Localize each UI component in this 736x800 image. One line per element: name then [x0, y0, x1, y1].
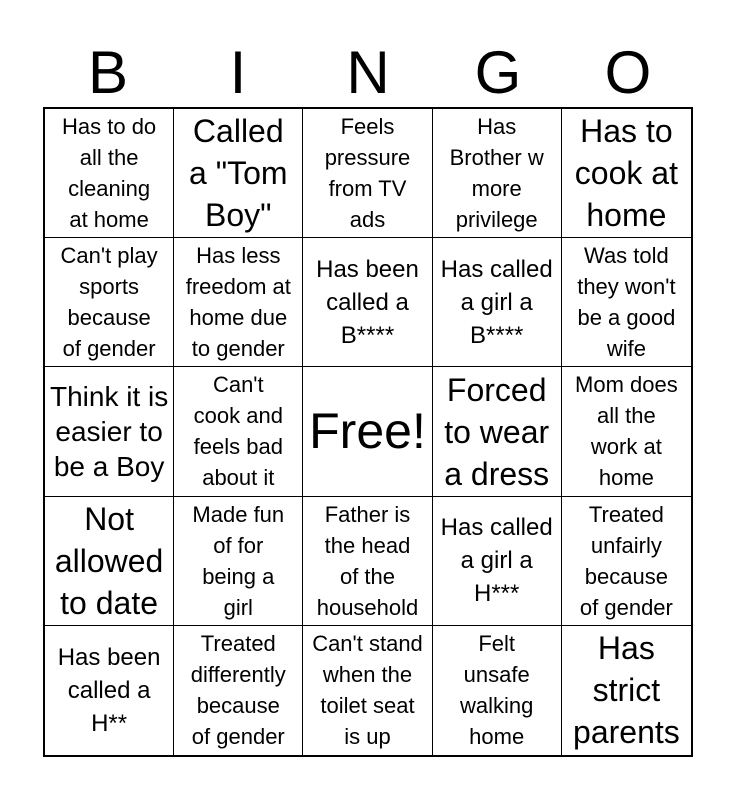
bingo-cell-r2c2[interactable]: [174, 238, 303, 367]
bingo-cell-r4c4[interactable]: [433, 497, 562, 626]
bingo-cell-r1c3[interactable]: [303, 109, 432, 238]
bingo-cell-r5c3[interactable]: [303, 626, 432, 755]
bingo-cell-r5c4[interactable]: [433, 626, 562, 755]
header-letter-b: B: [87, 39, 129, 106]
bingo-cell-r1c5[interactable]: [562, 109, 691, 238]
cell-text: Think it is easier to be a Boy: [49, 380, 169, 482]
header-letter-g: G: [474, 39, 522, 106]
cell-text: Was told they won't be a good wife: [577, 243, 676, 362]
bingo-cell-r5c2[interactable]: [174, 626, 303, 755]
cell-text: Feels pressure from TV ads: [324, 114, 411, 233]
bingo-cell-r4c3[interactable]: [303, 497, 432, 626]
bingo-cell-r1c4[interactable]: [433, 109, 562, 238]
cell-text: Can't play sports because of gender: [60, 243, 158, 362]
cell-text: Treated unfairly because of gender: [579, 501, 673, 620]
cell-text: Has Brother w more privilege: [449, 114, 544, 233]
bingo-cell-r2c5[interactable]: [562, 238, 691, 367]
bingo-cell-r4c5[interactable]: [562, 497, 691, 626]
bingo-cell-r4c2[interactable]: [174, 497, 303, 626]
bingo-board: [43, 107, 693, 757]
bingo-cell-r5c5[interactable]: [562, 626, 691, 755]
bingo-header: [43, 40, 693, 106]
header-letter-i: I: [229, 39, 247, 106]
cell-text: Made fun of for being a girl: [192, 501, 285, 620]
cell-text: Called a "Tom Boy": [189, 113, 288, 234]
header-letter-n: N: [346, 39, 390, 106]
bingo-cell-free[interactable]: [303, 367, 432, 496]
cell-text: Not allowed to date: [54, 500, 164, 621]
bingo-cell-r2c1[interactable]: [45, 238, 174, 367]
cell-text: Has called a girl a B****: [440, 255, 553, 349]
header-letter-o: O: [604, 39, 652, 106]
cell-text: Has strict parents: [573, 630, 680, 751]
cell-text: Mom does all the work at home: [575, 372, 678, 491]
cell-text: Can't cook and feels bad about it: [193, 372, 283, 491]
cell-text: Can't stand when the toilet seat is up: [312, 631, 423, 750]
bingo-cell-r1c1[interactable]: [45, 109, 174, 238]
cell-text: Has to do all the cleaning at home: [62, 114, 157, 233]
cell-text: Forced to wear a dress: [444, 371, 550, 492]
cell-text: Has to cook at home: [574, 113, 678, 234]
bingo-cell-r3c1[interactable]: [45, 367, 174, 496]
cell-text: Treated differently because of gender: [190, 631, 286, 750]
bingo-cell-r5c1[interactable]: [45, 626, 174, 755]
cell-text: Father is the head of the household: [316, 501, 419, 620]
bingo-cell-r3c2[interactable]: [174, 367, 303, 496]
bingo-cell-r3c4[interactable]: [433, 367, 562, 496]
cell-text: Has less freedom at home due to gender: [185, 243, 291, 362]
cell-text: Has been called a B****: [316, 255, 419, 349]
free-space-text: Free!: [309, 403, 426, 460]
cell-text: Has been called a H**: [57, 643, 161, 737]
bingo-cell-r4c1[interactable]: [45, 497, 174, 626]
cell-text: Felt unsafe walking home: [460, 631, 534, 750]
bingo-cell-r2c4[interactable]: [433, 238, 562, 367]
bingo-cell-r1c2[interactable]: [174, 109, 303, 238]
bingo-cell-r2c3[interactable]: [303, 238, 432, 367]
cell-text: Has called a girl a H***: [440, 514, 553, 608]
bingo-cell-r3c5[interactable]: [562, 367, 691, 496]
